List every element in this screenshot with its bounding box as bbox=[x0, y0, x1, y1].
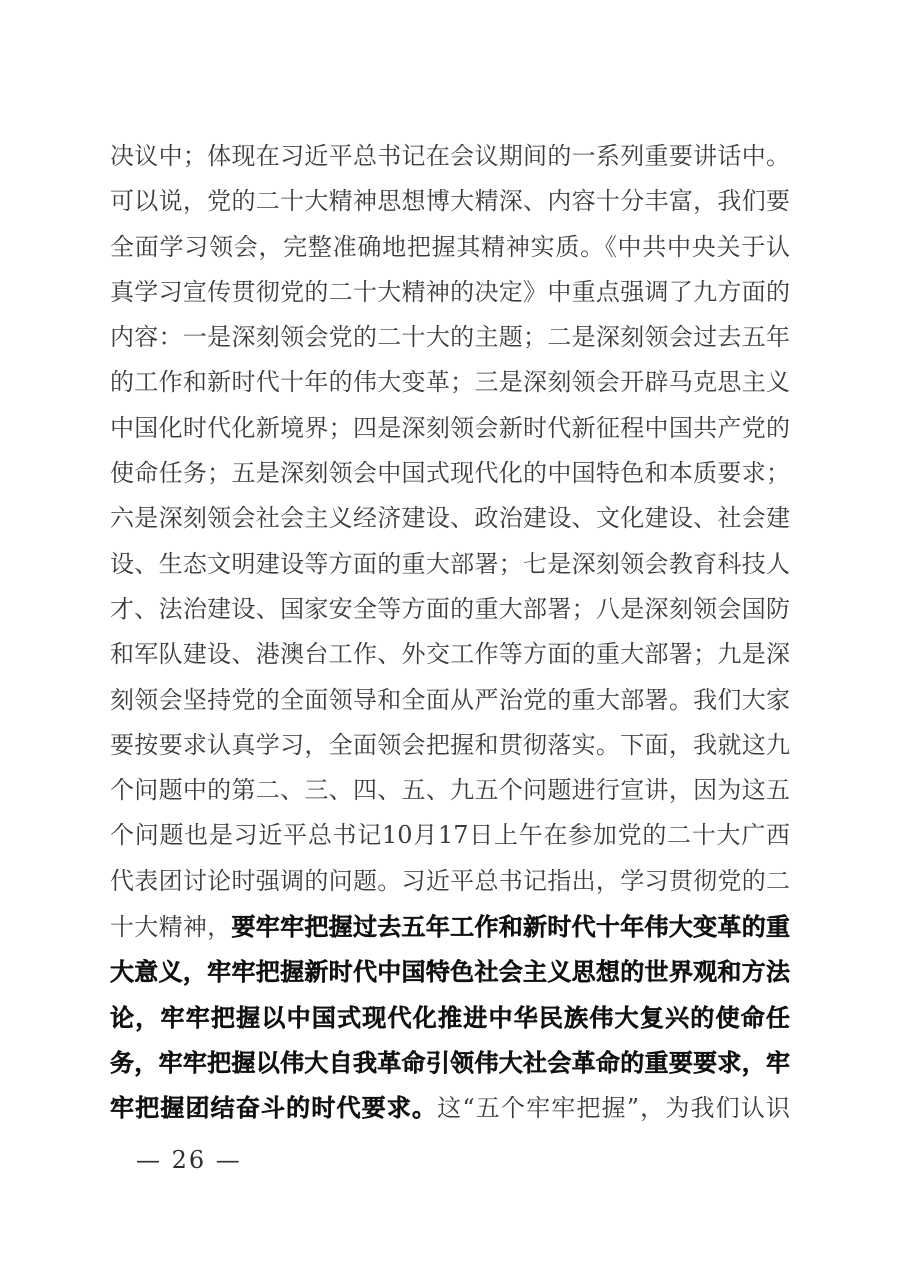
text-line bbox=[110, 406, 790, 451]
text-segment: 真学习宣传贯彻党的二十大精神的决定》中重点强调了九方面的 bbox=[110, 277, 790, 306]
text-line bbox=[110, 451, 790, 496]
text-segment: 个问题中的第二、三、四、五、九五个问题进行宣讲，因为这五 bbox=[110, 776, 790, 805]
body-text bbox=[110, 134, 790, 1131]
text-segment: 设、生态文明建设等方面的重大部署；七是深刻领会教育科技人 bbox=[110, 549, 790, 578]
text-segment: 要按要求认真学习，全面领会把握和贯彻落实。下面，我就这九 bbox=[110, 730, 790, 759]
text-segment: 代表团讨论时强调的问题。习近平总书记指出，学习贯彻党的二 bbox=[110, 866, 790, 895]
text-line bbox=[110, 768, 790, 813]
text-segment: 十大精神， bbox=[110, 913, 232, 942]
text-line bbox=[110, 179, 790, 224]
text-segment: 中国化时代化新境界；四是深刻领会新时代新征程中国共产党的 bbox=[110, 413, 790, 442]
text-line bbox=[110, 678, 790, 723]
text-segment: 全面学习领会，完整准确地把握其精神实质。《中共中央关于认 bbox=[110, 232, 790, 261]
bold-text-segment: 务，牢牢把握以伟大自我革命引领伟大社会革命的重要要求，牢 bbox=[110, 1047, 790, 1077]
bold-text-segment: 论，牢牢把握以中国式现代化推进中华民族伟大复兴的使命任 bbox=[110, 1002, 790, 1032]
text-line bbox=[110, 723, 790, 768]
text-line bbox=[110, 270, 790, 315]
text-line bbox=[110, 542, 790, 587]
bold-text-segment: 要牢牢把握过去五年工作和新时代十年伟大变革的重 bbox=[231, 912, 791, 942]
text-line bbox=[110, 904, 790, 949]
page-number: — 26 — bbox=[136, 1146, 242, 1174]
text-segment: 和军队建设、港澳台工作、外交工作等方面的重大部署；九是深 bbox=[110, 640, 790, 669]
text-line bbox=[110, 225, 790, 270]
text-segment: 才、法治建设、国家安全等方面的重大部署；八是深刻领会国防 bbox=[110, 594, 790, 623]
text-line bbox=[110, 134, 790, 179]
bold-text-segment: 大意义，牢牢把握新时代中国特色社会主义思想的世界观和方法 bbox=[110, 957, 790, 987]
text-segment: 刻领会坚持党的全面领导和全面从严治党的重大部署。我们大家 bbox=[110, 685, 790, 714]
text-line bbox=[110, 496, 790, 541]
text-line bbox=[110, 632, 790, 677]
text-line bbox=[110, 315, 790, 360]
text-line bbox=[110, 949, 790, 994]
text-line bbox=[110, 1085, 790, 1130]
text-line bbox=[110, 1040, 790, 1085]
text-line bbox=[110, 813, 790, 858]
text-line bbox=[110, 995, 790, 1040]
text-line bbox=[110, 360, 790, 405]
text-segment: 使命任务；五是深刻领会中国式现代化的中国特色和本质要求； bbox=[110, 459, 790, 488]
text-segment: 内容：一是深刻领会党的二十大的主题；二是深刻领会过去五年 bbox=[110, 323, 790, 352]
text-segment: 这“五个牢牢把握”，为我们认识 bbox=[437, 1094, 791, 1123]
text-segment: 可以说，党的二十大精神思想博大精深、内容十分丰富，我们要 bbox=[110, 187, 790, 216]
text-segment: 六是深刻领会社会主义经济建设、政治建设、文化建设、社会建 bbox=[110, 504, 790, 533]
text-line bbox=[110, 859, 790, 904]
bold-text-segment: 牢把握团结奋斗的时代要求。 bbox=[110, 1093, 438, 1123]
text-segment: 决议中；体现在习近平总书记在会议期间的一系列重要讲话中。 bbox=[110, 142, 790, 170]
text-segment: 的工作和新时代十年的伟大变革；三是深刻领会开辟马克思主义 bbox=[110, 368, 790, 397]
text-segment: 个问题也是习近平总书记10月17日上午在参加党的二十大广西 bbox=[110, 821, 790, 850]
text-line bbox=[110, 587, 790, 632]
